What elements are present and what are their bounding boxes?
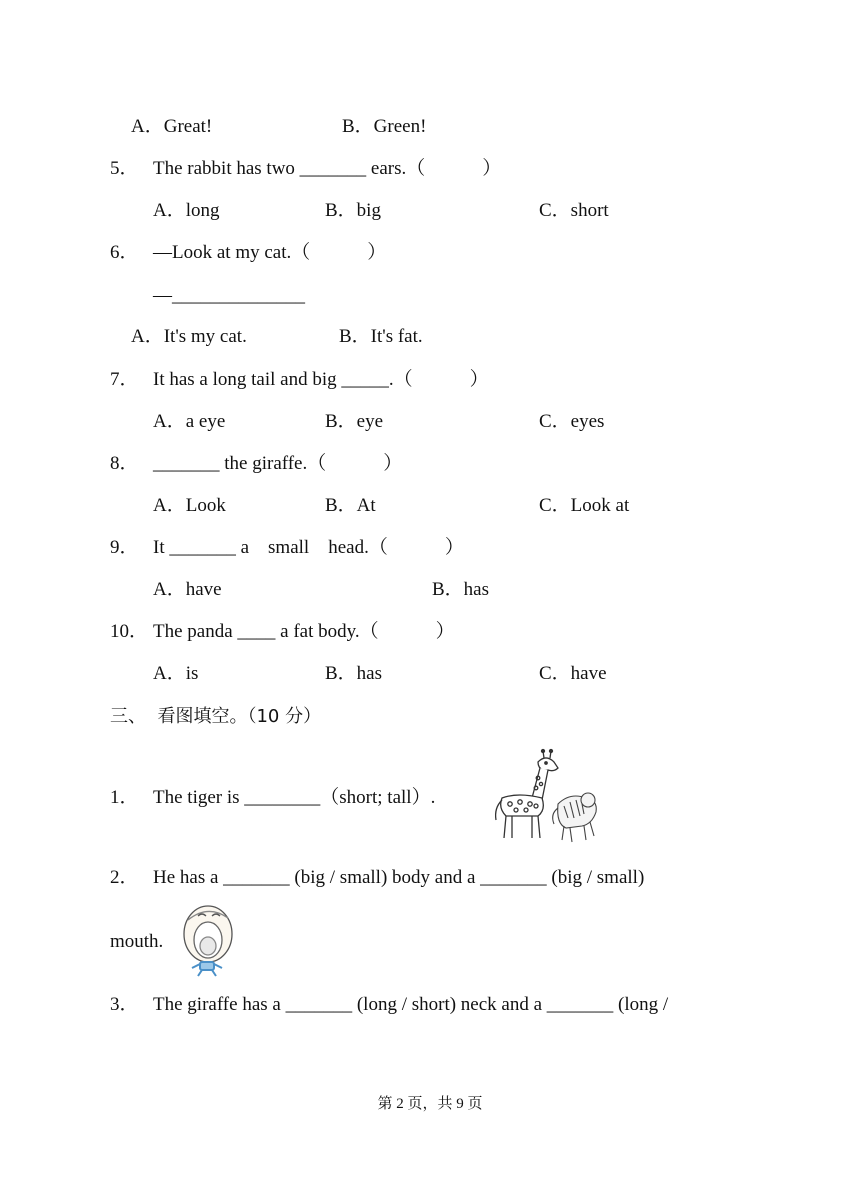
q7-option-c: C．eyes xyxy=(539,411,605,432)
q10-option-c: C．have xyxy=(539,663,607,684)
q6-text: —Look at my cat.（ ） xyxy=(153,242,387,263)
q7-text: It has a long tail and big _____.（ ） xyxy=(153,369,489,390)
q8-option-c: C．Look at xyxy=(539,495,630,516)
q8-text: _______ the giraffe.（ ） xyxy=(153,453,403,474)
p2-text: He has a _______ (big / small) body and a _______ (big / small) xyxy=(153,867,645,888)
open-mouth-boy-illustration xyxy=(178,902,240,978)
q6-option-a: A．It's my cat. xyxy=(131,326,247,347)
q5-option-a: A．long xyxy=(153,200,220,221)
p2-continuation: mouth. xyxy=(110,931,164,952)
q8-option-b: B．At xyxy=(325,495,376,516)
p1-text: The tiger is ________（short; tall）. xyxy=(153,787,436,808)
q7-option-a: A．a eye xyxy=(153,411,226,432)
q10-number: 10． xyxy=(110,621,149,642)
q10-text: The panda ____ a fat body.（ ） xyxy=(153,621,455,642)
q4-option-b: B．Green! xyxy=(342,116,427,137)
q6-number: 6． xyxy=(110,242,139,263)
p3-text: The giraffe has a _______ (long / short) neck and a _______ (long / xyxy=(153,994,669,1015)
q6-option-b: B．It's fat. xyxy=(339,326,423,347)
section3-heading: 三、 看图填空。（10 分） xyxy=(110,706,322,727)
q9-text: It _______ a small head.（ ） xyxy=(153,537,464,558)
q6-reply: —______________ xyxy=(153,285,305,306)
giraffe-tiger-illustration xyxy=(488,748,603,846)
q10-option-b: B．has xyxy=(325,663,383,684)
page-footer: 第 2 页，共 9 页 xyxy=(377,1096,483,1112)
boy-body-icon xyxy=(192,962,222,976)
q5-option-c: C．short xyxy=(539,200,609,221)
q4-option-a: A．Great! xyxy=(131,116,213,137)
q9-option-a: A．have xyxy=(153,579,222,600)
q10-option-a: A．is xyxy=(153,663,199,684)
giraffe-icon xyxy=(496,750,558,839)
q7-number: 7． xyxy=(110,369,139,390)
p2-number: 2． xyxy=(110,867,139,888)
p1-number: 1． xyxy=(110,787,139,808)
q9-number: 9． xyxy=(110,537,139,558)
q7-option-b: B．eye xyxy=(325,411,384,432)
boy-face-icon xyxy=(184,906,232,962)
q5-option-b: B．big xyxy=(325,200,381,221)
p3-number: 3． xyxy=(110,994,139,1015)
q9-option-b: B．has xyxy=(432,579,490,600)
tiger-icon xyxy=(553,793,597,842)
q5-number: 5． xyxy=(110,158,139,179)
q5-text: The rabbit has two _______ ears.（ ） xyxy=(153,158,502,179)
q8-option-a: A．Look xyxy=(153,495,226,516)
q8-number: 8． xyxy=(110,453,139,474)
